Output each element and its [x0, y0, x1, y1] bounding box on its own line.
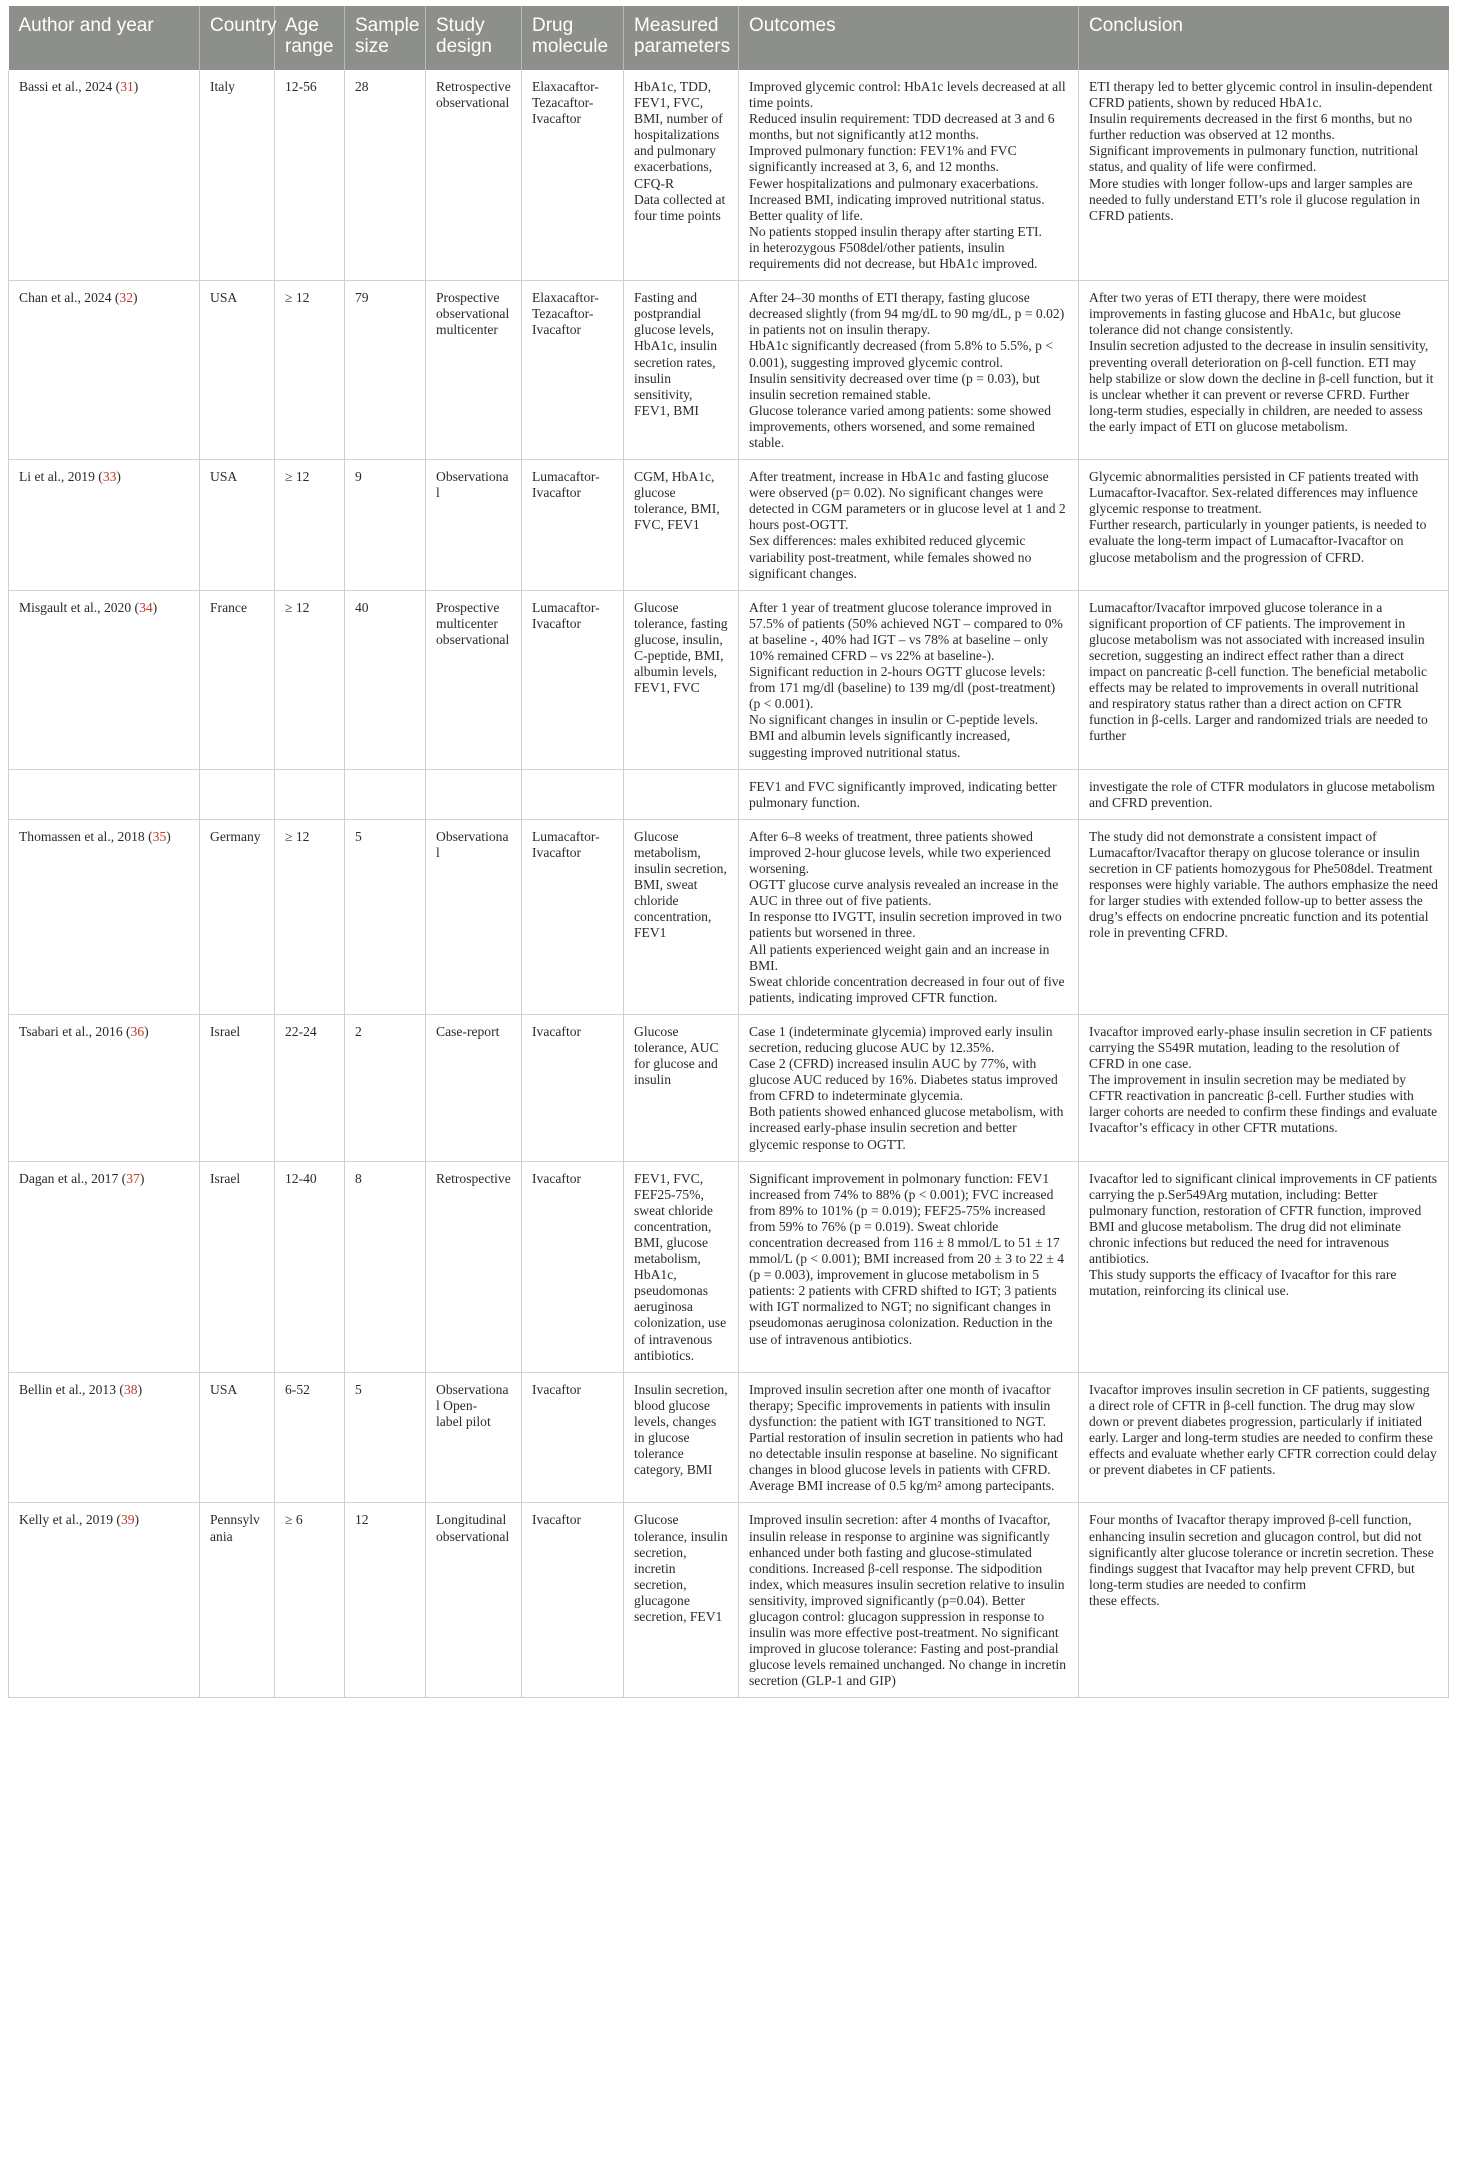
- cell-outcomes: Significant improvement in polmonary function: FEV1 increased from 74% to 88% (p < 0.001); FVC increased from 89% to 101% (p = 0.019); FEF25-75% increased from 59% to 76% (p = 0.019). Sweat chloride concentration decreased from 116 ± 8 mmol/L to 51 ± 17 mmol/L (p < 0.001); BMI increased from 20 ± 3 to 22 ± 4 (p = 0.003), improvement in glucose metabolism in 5 patients: 2 patients with CFRD shifted to IGT; 3 patients with IGT normalized to NGT; no significant changes in pseudomonas aeruginosa colonization. Reduction in the use of intravenous antibiotics.: [739, 1161, 1079, 1372]
- cell-author-year: [9, 1503, 200, 1698]
- table-container: [8, 6, 1448, 1698]
- cell-measured-parameters: Insulin secretion, blood glucose levels, changes in glucose tolerance category, BMI: [624, 1372, 739, 1503]
- cell-age-range: ≥ 12: [275, 460, 345, 591]
- cell-measured-parameters: Glucose metabolism, insulin secretion, BMI, sweat chloride concentration, FEV1: [624, 819, 739, 1014]
- reference-link[interactable]: 31: [120, 79, 134, 94]
- cell-study-design: [426, 769, 522, 819]
- cell-country: USA: [200, 1372, 275, 1503]
- studies-table: [8, 6, 1449, 1698]
- cell-conclusion: investigate the role of CTFR modulators in glucose metabolism and CFRD prevention.: [1079, 769, 1449, 819]
- cell-drug-molecule: Elaxacaftor-Tezacaftor-Ivacaftor: [522, 281, 624, 460]
- author-text-end: ): [166, 828, 171, 844]
- cell-sample-size: 40: [345, 590, 426, 769]
- author-text-end: ): [116, 469, 121, 485]
- cell-country: Italy: [200, 70, 275, 281]
- cell-age-range: ≥ 12: [275, 281, 345, 460]
- cell-author-year: [9, 819, 200, 1014]
- author-text-end: ): [134, 1512, 140, 1528]
- author-text: Chan et al., 2024 (: [19, 290, 120, 306]
- cell-conclusion: Lumacaftor/Ivacaftor imrpoved glucose tolerance in a significant proportion of CF patients. The improvement in glucose metabolism was not associated with increased insulin secretion, suggesting an indirect effect rather than a direct impact on pancreatic β-cell function. The beneficial metabolic effects may be related to improvements in overall nutritional and respiratory status rather than a direct action on CFTR function in β-cells. Larger and randomized trials are needed to further: [1079, 590, 1449, 769]
- cell-drug-molecule: Lumacaftor-Ivacaftor: [522, 460, 624, 591]
- table-row: [9, 281, 1449, 460]
- table-row: [9, 1014, 1449, 1161]
- cell-sample-size: 28: [345, 70, 426, 281]
- cell-outcomes: Improved glycemic control: HbA1c levels decreased at all time points. Reduced insulin requirement: TDD decreased at 3 and 6 months, but not significantly at12 months. Improved pulmonary function: FEV1% and FVC significantly increased at 3, 6, and 12 months. Fewer hospitalizations and pulmonary exacerbations. Increased BMI, indicating improved nutritional status. Better quality of life. No patients stopped insulin therapy after starting ETI. in heterozygous F508del/other patients, insulin requirements did not decrease, but HbA1c improved.: [739, 70, 1079, 281]
- cell-sample-size: [345, 769, 426, 819]
- cell-conclusion: Ivacaftor improved early-phase insulin secretion in CF patients carrying the S549R mutation, leading to the resolution of CFRD in one case. The improvement in insulin secretion may be mediated by CFTR reactivation in pancreatic β-cell. Further studies with larger cohorts are needed to confirm these findings and evaluate Ivacaftor’s efficacy in other CFTR mutations.: [1079, 1014, 1449, 1161]
- table-row: [9, 769, 1449, 819]
- header-drug: Drug molecule: [522, 6, 624, 70]
- reference-link[interactable]: 32: [119, 290, 134, 306]
- author-text-end: ): [139, 1170, 145, 1186]
- cell-measured-parameters: [624, 769, 739, 819]
- header-params: Measured parameters: [624, 6, 739, 70]
- cell-drug-molecule: Ivacaftor: [522, 1161, 624, 1372]
- author-text: Bellin et al., 2013 (: [19, 1381, 124, 1397]
- cell-outcomes: After 24–30 months of ETI therapy, fasting glucose decreased slightly (from 94 mg/dL to 90 mg/dL, p = 0.02) in patients not on insulin therapy. HbA1c significantly decreased (from 5.8% to 5.5%, p < 0.001), suggesting improved glycemic control. Insulin sensitivity decreased over time (p = 0.03), but insulin secretion remained stable. Glucose tolerance varied among patients: some showed improvements, others worsened, and some remained stable.: [739, 281, 1079, 460]
- author-text: Thomassen et al., 2018 (: [19, 828, 153, 844]
- reference-link[interactable]: 39: [120, 1512, 135, 1528]
- cell-sample-size: 79: [345, 281, 426, 460]
- cell-drug-molecule: Lumacaftor-Ivacaftor: [522, 590, 624, 769]
- cell-country: USA: [200, 460, 275, 591]
- cell-sample-size: 9: [345, 460, 426, 591]
- table-row: [9, 819, 1449, 1014]
- header-sample: Sample size: [345, 6, 426, 70]
- author-text-end: ): [144, 1023, 149, 1039]
- table-row: [9, 1372, 1449, 1503]
- cell-outcomes: FEV1 and FVC significantly improved, indicating better pulmonary function.: [739, 769, 1079, 819]
- cell-outcomes: Improved insulin secretion: after 4 months of Ivacaftor, insulin release in response to arginine was significantly enhanced under both fasting and glucose-stimulated conditions. Increased β-cell response. The sidpodition index, which measures insulin secretion relative to insulin sensitivity, improved significantly (p=0.04). Better glucagon control: glucagon suppression in response to insulin was more effective post-treatment. No significant improved in glucose tolerance: Fasting and post-prandial glucose levels remained unchanged. No change in incretin secretion (GLP-1 and GIP): [739, 1503, 1079, 1698]
- author-text: Kelly et al., 2019 (: [19, 1512, 121, 1528]
- reference-link[interactable]: 37: [126, 1170, 140, 1186]
- cell-study-design: Retrospective observational: [426, 70, 522, 281]
- author-text: Li et al., 2019 (: [19, 469, 103, 485]
- reference-link[interactable]: 34: [139, 599, 153, 615]
- cell-age-range: 12-40: [275, 1161, 345, 1372]
- cell-conclusion: ETI therapy led to better glycemic control in insulin-dependent CFRD patients, shown by reduced HbA1c. Insulin requirements decreased in the first 6 months, but no further reduction was observed at 12 months. Significant improvements in pulmonary function, nutritional status, and quality of life were confirmed. More studies with longer follow-ups and larger samples are needed to fully understand ETI’s role il glucose regulation in CFRD patients.: [1079, 70, 1449, 281]
- cell-age-range: 22-24: [275, 1014, 345, 1161]
- author-text-end: ): [133, 79, 139, 94]
- table-row: [9, 70, 1449, 281]
- cell-study-design: Retrospective: [426, 1161, 522, 1372]
- cell-measured-parameters: Fasting and postprandial glucose levels, HbA1c, insulin secretion rates, insulin sensitivity, FEV1, BMI: [624, 281, 739, 460]
- cell-author-year: [9, 281, 200, 460]
- reference-link[interactable]: 33: [102, 469, 117, 485]
- cell-conclusion: The study did not demonstrate a consistent impact of Lumacaftor/Ivacaftor therapy on glucose tolerance or insulin secretion in CF patients homozygous for Phe508del. Treatment responses were highly variable. The authors emphasize the need for larger studies with extended follow-up to better assess the drug’s effects on endocrine pncreatic function and its potential role in preventing CFRD.: [1079, 819, 1449, 1014]
- cell-measured-parameters: Glucose tolerance, fasting glucose, insulin, C-peptide, BMI, albumin levels, FEV1, FVC: [624, 590, 739, 769]
- cell-age-range: 12-56: [275, 70, 345, 281]
- cell-conclusion: Glycemic abnormalities persisted in CF patients treated with Lumacaftor-Ivacaftor. Sex-related differences may influence glycemic response to treatment. Further research, particularly in younger patients, is needed to evaluate the long-term impact of Lumacaftor-Ivacaftor on glucose metabolism and the progression of CFRD.: [1079, 460, 1449, 591]
- cell-country: Germany: [200, 819, 275, 1014]
- cell-measured-parameters: CGM, HbA1c, glucose tolerance, BMI, FVC, FEV1: [624, 460, 739, 591]
- cell-study-design: Observational: [426, 460, 522, 591]
- cell-measured-parameters: Glucose tolerance, insulin secretion, incretin secretion, glucagone secretion, FEV1: [624, 1503, 739, 1698]
- cell-study-design: Prospective observational multicenter: [426, 281, 522, 460]
- cell-outcomes: After 6–8 weeks of treatment, three patients showed improved 2-hour glucose levels, while two experienced worsening. OGTT glucose curve analysis revealed an increase in the AUC in three out of five patients. In response tto IVGTT, insulin secretion improved in two patients but worsened in three. All patients experienced weight gain and an increase in BMI. Sweat chloride concentration decreased in four out of five patients, indicating improved CFTR function.: [739, 819, 1079, 1014]
- cell-country: Pennsylvania: [200, 1503, 275, 1698]
- cell-drug-molecule: [522, 769, 624, 819]
- cell-drug-molecule: Lumacaftor-Ivacaftor: [522, 819, 624, 1014]
- cell-author-year: [9, 769, 200, 819]
- cell-study-design: Longitudinal observational: [426, 1503, 522, 1698]
- cell-author-year: [9, 460, 200, 591]
- cell-sample-size: 8: [345, 1161, 426, 1372]
- author-text: Bassi et al., 2024 (: [19, 79, 121, 94]
- cell-conclusion: Ivacaftor improves insulin secretion in CF patients, suggesting a direct role of CFTR in β-cell function. The drug may slow down or prevent diabetes progression, particularly if initiated early. Larger and long-term studies are needed to confirm these effects and evaluate whether early CFTR correction could delay or prevent diabetes in CF patients.: [1079, 1372, 1449, 1503]
- cell-conclusion: Ivacaftor led to significant clinical improvements in CF patients carrying the p.Ser549Arg mutation, including: Better pulmonary function, restoration of CFTR function, improved BMI and glucose metabolism. The drug did not eliminate chronic infections but reduced the need for intravenous antibiotics. This study supports the efficacy of Ivacaftor for this rare mutation, reinforcing its clinical use.: [1079, 1161, 1449, 1372]
- cell-drug-molecule: Elaxacaftor-Tezacaftor-Ivacaftor: [522, 70, 624, 281]
- cell-measured-parameters: HbA1c, TDD, FEV1, FVC, BMI, number of hospitalizations and pulmonary exacerbations, CFQ-R Data collected at four time points: [624, 70, 739, 281]
- cell-author-year: [9, 590, 200, 769]
- cell-author-year: [9, 1161, 200, 1372]
- author-text: Tsabari et al., 2016 (: [19, 1023, 131, 1039]
- cell-sample-size: 12: [345, 1503, 426, 1698]
- cell-drug-molecule: Ivacaftor: [522, 1372, 624, 1503]
- header-country: Country: [200, 6, 275, 70]
- cell-outcomes: After 1 year of treatment glucose tolerance improved in 57.5% of patients (50% achieved NGT – compared to 0% at baseline -, 40% had IGT – vs 78% at baseline – only 10% remained CFRD – vs 22% at baseline-). Significant reduction in 2-hours OGTT glucose levels: from 171 mg/dl (baseline) to 139 mg/dl (post-treatment) (p < 0.001). No significant changes in insulin or C-peptide levels. BMI and albumin levels significantly increased, suggesting improved nutritional status.: [739, 590, 1079, 769]
- header-design: Study design: [426, 6, 522, 70]
- header-age: Age range: [275, 6, 345, 70]
- reference-link[interactable]: 36: [130, 1023, 145, 1039]
- header-conclusion: Conclusion: [1079, 6, 1449, 70]
- reference-link[interactable]: 38: [123, 1381, 138, 1397]
- author-text: Dagan et al., 2017 (: [19, 1170, 127, 1186]
- cell-drug-molecule: Ivacaftor: [522, 1503, 624, 1698]
- cell-measured-parameters: Glucose tolerance, AUC for glucose and insulin: [624, 1014, 739, 1161]
- cell-age-range: [275, 769, 345, 819]
- cell-study-design: Case-report: [426, 1014, 522, 1161]
- cell-drug-molecule: Ivacaftor: [522, 1014, 624, 1161]
- cell-age-range: ≥ 6: [275, 1503, 345, 1698]
- cell-country: Israel: [200, 1014, 275, 1161]
- author-text-end: ): [133, 290, 138, 306]
- cell-outcomes: Case 1 (indeterminate glycemia) improved early insulin secretion, reducing glucose AUC by 12.35%. Case 2 (CFRD) increased insulin AUC by 77%, with glucose AUC reduced by 16%. Diabetes status improved from CFRD to indeterminate glycemia. Both patients showed enhanced glucose metabolism, with increased early-phase insulin secretion and better glycemic response to OGTT.: [739, 1014, 1079, 1161]
- cell-author-year: [9, 1372, 200, 1503]
- cell-outcomes: After treatment, increase in HbA1c and fasting glucose were observed (p= 0.02). No significant changes were detected in CGM parameters or in glucose level at 1 and 2 hours post-OGTT. Sex differences: males exhibited reduced glycemic variability post-treatment, while females showed no significant changes.: [739, 460, 1079, 591]
- header-outcomes: Outcomes: [739, 6, 1079, 70]
- cell-study-design: Prospective multicenter observational: [426, 590, 522, 769]
- cell-age-range: 6-52: [275, 1372, 345, 1503]
- cell-country: France: [200, 590, 275, 769]
- table-row: [9, 1161, 1449, 1372]
- cell-sample-size: 2: [345, 1014, 426, 1161]
- author-text-end: ): [137, 1381, 143, 1397]
- cell-country: Israel: [200, 1161, 275, 1372]
- cell-measured-parameters: FEV1, FVC, FEF25-75%, sweat chloride concentration, BMI, glucose metabolism, HbA1c, pseudomonas aeruginosa colonization, use of intravenous antibiotics.: [624, 1161, 739, 1372]
- header-author: Author and year: [9, 6, 200, 70]
- cell-study-design: Observational Open- label pilot: [426, 1372, 522, 1503]
- cell-conclusion: Four months of Ivacaftor therapy improved β-cell function, enhancing insulin secretion and glucagon control, but did not significantly alter glucose tolerance or incretin secretion. These findings suggest that Ivacaftor may help prevent CFRD, but long-term studies are needed to confirm these effects.: [1079, 1503, 1449, 1698]
- cell-age-range: ≥ 12: [275, 590, 345, 769]
- cell-sample-size: 5: [345, 819, 426, 1014]
- cell-country: USA: [200, 281, 275, 460]
- cell-conclusion: After two yeras of ETI therapy, there were moidest improvements in fasting glucose and HbA1c, but glucose tolerance did not change consistently. Insulin secretion adjusted to the decrease in insulin sensitivity, preventing overall deterioration on β-cell function. ETI may help stabilize or slow down the decline in β-cell function, but it is unclear whether it can prevent or reverse CFRD. Further long-term studies, especially in children, are needed to assess the early impact of ETI on glucose metabolism.: [1079, 281, 1449, 460]
- cell-country: [200, 769, 275, 819]
- cell-author-year: [9, 1014, 200, 1161]
- table-row: [9, 1503, 1449, 1698]
- reference-link[interactable]: 35: [152, 828, 167, 844]
- table-row: [9, 590, 1449, 769]
- cell-outcomes: Improved insulin secretion after one month of ivacaftor therapy; Specific improvements in patients with insulin dysfunction: the patient with IGT transitioned to NGT. Partial restoration of insulin secretion in patients who had no detectable insulin response at baseline. No significant changes in blood glucose levels in patients with CFRD. Average BMI increase of 0.5 kg/m² among partecipants.: [739, 1372, 1079, 1503]
- author-text: Misgault et al., 2020 (: [19, 599, 140, 615]
- cell-author-year: [9, 70, 200, 281]
- header-row: [9, 6, 1449, 70]
- table-row: [9, 460, 1449, 591]
- cell-age-range: ≥ 12: [275, 819, 345, 1014]
- cell-sample-size: 5: [345, 1372, 426, 1503]
- cell-study-design: Observational: [426, 819, 522, 1014]
- author-text-end: ): [152, 599, 158, 615]
